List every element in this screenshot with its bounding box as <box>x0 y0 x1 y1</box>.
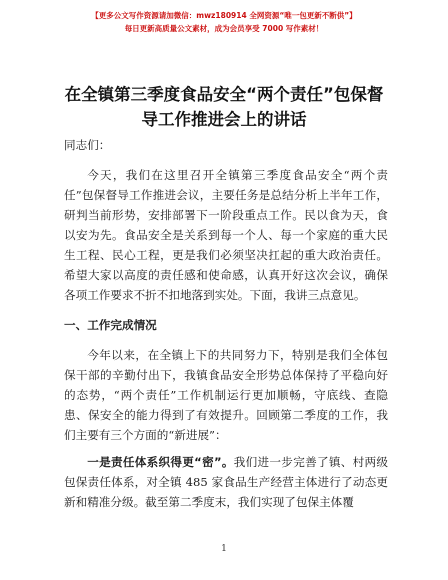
section-paragraph-2 <box>64 452 388 512</box>
section-paragraph-1: 今年以来，在全镇上下的共同努力下，特别是我们全体包保干部的辛勤付出下，我镇食品安全形势总体保持了平稳向好的态势，“两个责任”工作机制运行更加顺畅，守底线、查隐患、保安全的能力得到了有效提升。回顾第二季度的工作，我们主要有三个方面的“新进展”： <box>64 348 388 442</box>
banner-line-1: 【更多公文写作资源请加微信：mwz180914 全网资源“唯一包更新不断供”】 <box>91 11 357 20</box>
paragraph-lead: 一是责任体系织得更“密”。 <box>87 455 234 469</box>
paragraph-rest: 我们进一步完善了镇、村两级包保责任体系，对全镇 485 家食品生产经营主体进行了动态更新和精准分级。截至第二季度末，我们实现了包保主体覆 <box>64 455 388 509</box>
promo-banner <box>0 10 448 34</box>
section-heading: 一、工作完成情况 <box>64 318 157 332</box>
document-body <box>64 135 388 512</box>
intro-paragraph: 今天，我们在这里召开全镇第三季度食品安全“两个责任”包保督导工作推进会议，主要任务是总结分析上半年工作，研判当前形势，安排部署下一阶段重点工作。民以食为天，食以安为先。食品安全是关系到每一个人、每一个家庭的重大民生工程、民心工程，更是我们必须坚决扛起的重大政治责任。希望大家以高度的责任感和使命感，认真开好这次会议，确保各项工作要求不折不扣地落到实处。下面，我讲三点意见。 <box>64 168 388 302</box>
salutation: 同志们： <box>64 138 111 152</box>
banner-line-2: 每日更新高质量公文素材，成为会员享受 7000 写作素材！ <box>124 24 324 33</box>
document-title: 在全镇第三季度食品安全“两个责任”包保督导工作推进会上的讲话 <box>64 85 384 129</box>
page-number: 1 <box>221 544 227 554</box>
